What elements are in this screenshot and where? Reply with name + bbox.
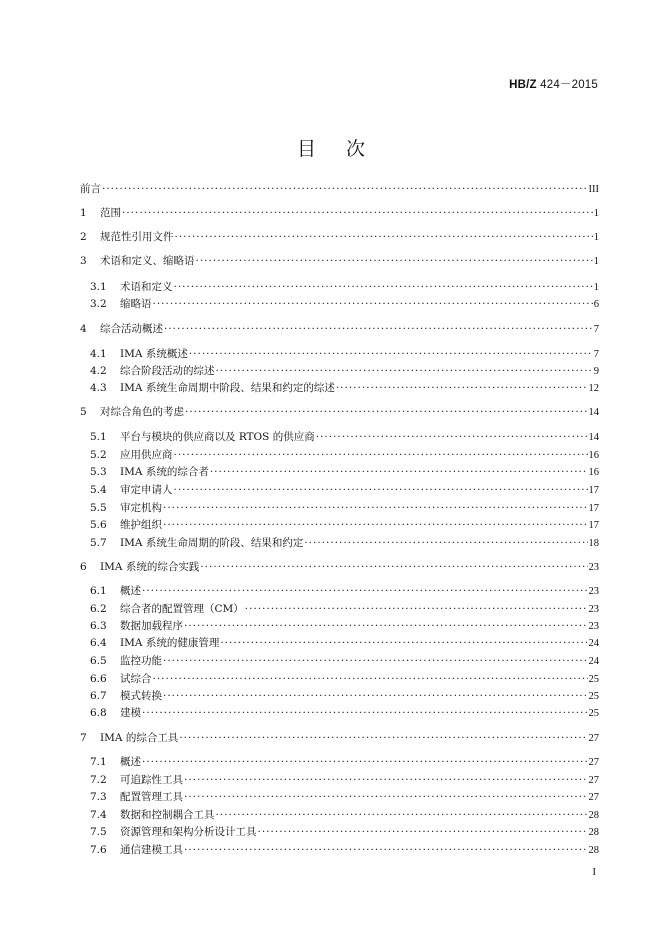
toc-entry-number: 6.4 bbox=[90, 637, 107, 649]
toc-entry-page: 28 bbox=[588, 827, 599, 838]
toc-entry-page: 1 bbox=[593, 208, 599, 219]
toc-entry[interactable] bbox=[90, 653, 599, 669]
toc-leader-dots bbox=[163, 500, 588, 516]
toc-entry-label: 规范性引用文件 bbox=[100, 231, 174, 243]
toc-entry-label: 概述 bbox=[120, 756, 141, 768]
toc-entry-page: 14 bbox=[588, 432, 599, 443]
toc-entry-number: 4.2 bbox=[90, 365, 107, 377]
toc-entry-page: 28 bbox=[588, 845, 599, 856]
toc-entry[interactable] bbox=[90, 583, 599, 599]
toc-entry-label: 数据和控制耦合工具 bbox=[120, 809, 215, 821]
toc-entry-page: 17 bbox=[588, 503, 599, 514]
toc-leader-dots bbox=[184, 772, 588, 788]
toc-entry-label: 概述 bbox=[120, 585, 141, 597]
toc-entry-label: 模式转换 bbox=[120, 690, 162, 702]
toc-entry-number: 6 bbox=[80, 561, 87, 573]
toc-entry-page: 24 bbox=[588, 638, 599, 649]
toc-entry[interactable] bbox=[90, 517, 599, 533]
toc-entry-number: 6.8 bbox=[90, 707, 107, 719]
toc-entry-number: 7.3 bbox=[90, 791, 107, 803]
toc-entry[interactable] bbox=[90, 464, 599, 480]
toc-entry[interactable] bbox=[90, 789, 599, 805]
toc-entry-label: 范围 bbox=[100, 207, 121, 219]
toc-entry[interactable] bbox=[80, 253, 599, 269]
toc-entry-page: 28 bbox=[588, 810, 599, 821]
toc-leader-dots bbox=[336, 380, 588, 396]
toc-leader-dots bbox=[164, 321, 593, 337]
toc-entry-label: 缩略语 bbox=[120, 298, 152, 310]
toc-entry-label: 通信建模工具 bbox=[120, 844, 183, 856]
toc-entry-number: 7.2 bbox=[90, 774, 107, 786]
toc-entry-label: 审定申请人 bbox=[120, 484, 173, 496]
toc-entry-label: 术语和定义 bbox=[120, 281, 173, 293]
toc-entry[interactable] bbox=[80, 730, 599, 746]
toc-entry-label: 试综合 bbox=[120, 673, 152, 685]
toc-leader-dots bbox=[179, 730, 587, 746]
toc-entry-number: 5.2 bbox=[90, 449, 107, 461]
toc-entry[interactable] bbox=[90, 447, 599, 463]
toc-entry[interactable] bbox=[90, 380, 599, 396]
toc-entry-number: 5.1 bbox=[90, 431, 107, 443]
toc-entry-label: 数据加载程序 bbox=[120, 620, 183, 632]
toc-entry-page: 27 bbox=[588, 757, 599, 768]
toc-leader-dots bbox=[174, 482, 588, 498]
toc-entry-page: 25 bbox=[588, 691, 599, 702]
toc-leader-dots bbox=[216, 363, 593, 379]
toc-leader-dots bbox=[184, 842, 588, 858]
toc-entry-number: 4.3 bbox=[90, 382, 107, 394]
toc-leader-dots bbox=[245, 601, 588, 617]
toc-leader-dots bbox=[142, 754, 588, 770]
page-number: I bbox=[592, 867, 596, 878]
toc-entry[interactable] bbox=[90, 363, 599, 379]
toc-leader-dots bbox=[316, 429, 588, 445]
toc-entry[interactable] bbox=[90, 671, 599, 687]
toc-entry-page: 1 bbox=[593, 256, 599, 267]
toc-entry-label: IMA 的综合工具 bbox=[100, 732, 179, 744]
toc-entry-label: 综合阶段活动的综述 bbox=[120, 365, 215, 377]
toc-entry-page: 6 bbox=[593, 299, 599, 310]
toc-entry-page: 23 bbox=[588, 604, 599, 615]
toc-leader-dots bbox=[304, 535, 587, 551]
toc-leader-dots bbox=[184, 618, 588, 634]
toc-entry-number: 6.2 bbox=[90, 603, 107, 615]
toc-leader-dots bbox=[216, 807, 588, 823]
toc-entry-label: 应用供应商 bbox=[120, 449, 173, 461]
toc-entry-page: 23 bbox=[588, 562, 599, 573]
toc-entry[interactable] bbox=[80, 181, 599, 197]
toc-entry-label: 监控功能 bbox=[120, 655, 162, 667]
toc-entry-number: 5.7 bbox=[90, 537, 107, 549]
toc-entry-number: 1 bbox=[80, 207, 87, 219]
toc-entry-label: IMA 系统生命周期中阶段、结果和约定的综述 bbox=[120, 382, 335, 394]
toc-leader-dots bbox=[220, 635, 587, 651]
toc-leader-dots bbox=[210, 464, 588, 480]
toc-entry-page: 7 bbox=[593, 349, 599, 360]
toc-entry[interactable] bbox=[80, 404, 599, 420]
toc-entry-label: 维护组织 bbox=[120, 519, 162, 531]
toc-entry-number: 6.7 bbox=[90, 690, 107, 702]
toc-entry-page: 14 bbox=[588, 407, 599, 418]
toc-entry-page: 9 bbox=[593, 366, 599, 377]
toc-entry-number: 3.2 bbox=[90, 298, 107, 310]
toc-entry-number: 3.1 bbox=[90, 281, 107, 293]
toc-entry-number: 7 bbox=[80, 732, 87, 744]
toc-entry-page: 27 bbox=[588, 792, 599, 803]
toc-entry-page: 17 bbox=[588, 485, 599, 496]
standard-code-number: 424－2015 bbox=[536, 79, 598, 91]
toc-entry-page: 23 bbox=[588, 621, 599, 632]
toc-entry-page: III bbox=[588, 184, 599, 195]
toc-entry[interactable] bbox=[90, 296, 599, 312]
toc-entry[interactable] bbox=[90, 842, 599, 858]
toc-leader-dots bbox=[174, 447, 588, 463]
toc-leader-dots bbox=[142, 583, 588, 599]
toc-entry-label: 可追踪性工具 bbox=[120, 774, 183, 786]
toc-leader-dots bbox=[189, 346, 593, 362]
toc-entry-label: IMA 系统的综合者 bbox=[120, 466, 209, 478]
toc-entry-number: 5 bbox=[80, 406, 87, 418]
toc-leader-dots bbox=[153, 671, 588, 687]
toc-leader-dots bbox=[122, 205, 593, 221]
toc-entry-number: 3 bbox=[80, 255, 87, 267]
toc-entry[interactable] bbox=[90, 429, 599, 445]
toc-entry-page: 25 bbox=[588, 674, 599, 685]
toc-entry-number: 7.6 bbox=[90, 844, 107, 856]
toc-entry-number: 7.4 bbox=[90, 809, 107, 821]
standard-code-prefix: HB/Z bbox=[509, 79, 537, 91]
toc-entry-number: 7.5 bbox=[90, 826, 107, 838]
toc-entry-label: 前言 bbox=[80, 183, 101, 195]
toc-entry-page: 23 bbox=[588, 586, 599, 597]
toc-entry[interactable] bbox=[90, 807, 599, 823]
toc-leader-dots bbox=[163, 653, 588, 669]
toc-entry[interactable] bbox=[90, 824, 599, 840]
standard-code bbox=[509, 76, 598, 92]
toc-entry-label: 建模 bbox=[120, 707, 141, 719]
toc-leader-dots bbox=[174, 279, 593, 295]
toc-entry[interactable] bbox=[90, 279, 599, 295]
toc-leader-dots bbox=[142, 705, 588, 721]
toc-entry-number: 6.1 bbox=[90, 585, 107, 597]
page-title: 目次 bbox=[296, 138, 395, 160]
toc-entry[interactable] bbox=[90, 618, 599, 634]
toc-entry-label: 平台与模块的供应商以及 RTOS 的供应商 bbox=[120, 431, 315, 443]
toc-entry[interactable] bbox=[90, 601, 599, 617]
toc-entry-label: IMA 系统生命周期的阶段、结果和约定 bbox=[120, 537, 304, 549]
toc-entry-label: 综合者的配置管理（CM） bbox=[120, 603, 244, 615]
toc-entry[interactable] bbox=[90, 705, 599, 721]
toc-entry[interactable] bbox=[90, 635, 599, 651]
toc-leader-dots bbox=[258, 824, 588, 840]
toc-entry-number: 5.4 bbox=[90, 484, 107, 496]
toc-leader-dots bbox=[184, 789, 588, 805]
toc-entry-label: 术语和定义、缩略语 bbox=[100, 255, 195, 267]
toc-leader-dots bbox=[163, 688, 588, 704]
toc-entry-number: 2 bbox=[80, 231, 87, 243]
toc-entry[interactable] bbox=[90, 754, 599, 770]
toc-entry-page: 27 bbox=[588, 775, 599, 786]
toc-entry-label: IMA 系统的健康管理 bbox=[120, 637, 220, 649]
toc-entry[interactable] bbox=[80, 559, 599, 575]
toc-entry-page: 7 bbox=[593, 324, 599, 335]
toc-entry-page: 27 bbox=[588, 733, 599, 744]
toc-leader-dots bbox=[175, 229, 593, 245]
toc-leader-dots bbox=[163, 517, 588, 533]
toc-entry[interactable] bbox=[90, 346, 599, 362]
toc-entry-page: 24 bbox=[588, 656, 599, 667]
toc-entry-label: 审定机构 bbox=[120, 502, 162, 514]
toc-entry-page: 16 bbox=[588, 467, 599, 478]
toc-entry-page: 1 bbox=[593, 282, 599, 293]
toc-entry-number: 4.1 bbox=[90, 348, 107, 360]
toc-entry-number: 7.1 bbox=[90, 756, 107, 768]
toc-entry-label: 综合活动概述 bbox=[100, 323, 163, 335]
toc-entry-label: IMA 系统概述 bbox=[120, 348, 188, 360]
toc-entry-page: 1 bbox=[593, 232, 599, 243]
toc-entry[interactable] bbox=[90, 688, 599, 704]
toc-leader-dots bbox=[185, 404, 588, 420]
toc-entry[interactable] bbox=[80, 229, 599, 245]
toc-leader-dots bbox=[102, 181, 588, 197]
toc-entry[interactable] bbox=[90, 535, 599, 551]
toc-leader-dots bbox=[200, 559, 587, 575]
toc-entry-label: 配置管理工具 bbox=[120, 791, 183, 803]
toc-entry-page: 18 bbox=[588, 538, 599, 549]
toc-entry-page: 25 bbox=[588, 708, 599, 719]
toc-entry-page: 16 bbox=[588, 450, 599, 461]
toc-entry-number: 6.5 bbox=[90, 655, 107, 667]
toc-entry-number: 5.5 bbox=[90, 502, 107, 514]
toc-leader-dots bbox=[196, 253, 593, 269]
toc-entry-label: IMA 系统的综合实践 bbox=[100, 561, 200, 573]
toc-entry[interactable] bbox=[80, 205, 599, 221]
toc-entry-label: 对综合角色的考虑 bbox=[100, 406, 184, 418]
toc-leader-dots bbox=[153, 296, 593, 312]
toc-entry-number: 4 bbox=[80, 323, 87, 335]
toc-entry[interactable] bbox=[90, 500, 599, 516]
toc-entry[interactable] bbox=[90, 772, 599, 788]
toc-entry-number: 5.6 bbox=[90, 519, 107, 531]
toc-entry-number: 5.3 bbox=[90, 466, 107, 478]
toc-entry-page: 12 bbox=[588, 383, 599, 394]
toc-entry[interactable] bbox=[80, 321, 599, 337]
toc-entry-number: 6.6 bbox=[90, 673, 107, 685]
toc-entry-label: 资源管理和架构分析设计工具 bbox=[120, 826, 257, 838]
toc-entry[interactable] bbox=[90, 482, 599, 498]
toc-entry-page: 17 bbox=[588, 520, 599, 531]
toc-entry-number: 6.3 bbox=[90, 620, 107, 632]
